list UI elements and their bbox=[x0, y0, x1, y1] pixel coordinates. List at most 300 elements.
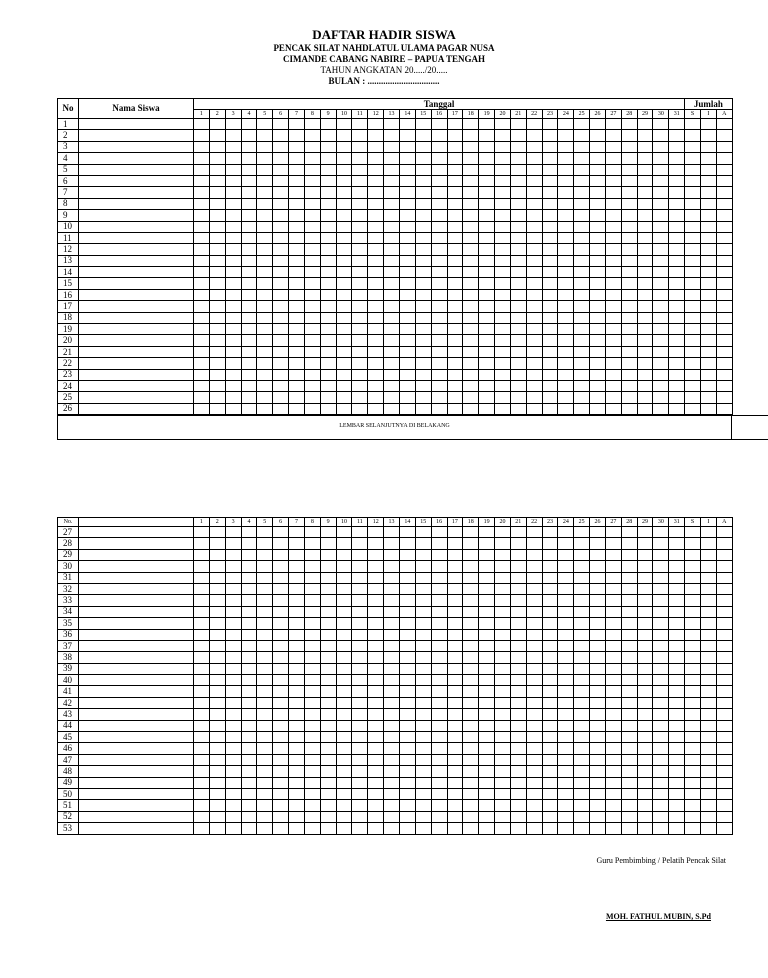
row-number: 4 bbox=[58, 153, 79, 164]
attendance-cell bbox=[225, 720, 241, 731]
attendance-cell bbox=[209, 141, 225, 152]
student-name-cell bbox=[79, 278, 194, 289]
attendance-cell bbox=[336, 732, 352, 743]
header-row bbox=[58, 99, 733, 110]
attendance-cell bbox=[289, 709, 305, 720]
attendance-cell bbox=[590, 324, 606, 335]
attendance-cell bbox=[542, 572, 558, 583]
student-name-cell bbox=[79, 369, 194, 380]
attendance-cell bbox=[463, 538, 479, 549]
attendance-cell bbox=[241, 175, 257, 186]
attendance-cell bbox=[209, 766, 225, 777]
attendance-cell bbox=[225, 255, 241, 266]
attendance-cell bbox=[558, 210, 574, 221]
attendance-cell bbox=[304, 583, 320, 594]
attendance-cell bbox=[257, 301, 273, 312]
attendance-cell bbox=[447, 210, 463, 221]
attendance-cell bbox=[241, 652, 257, 663]
attendance-cell bbox=[447, 267, 463, 278]
attendance-cell bbox=[273, 289, 289, 300]
attendance-cell bbox=[701, 663, 717, 674]
attendance-cell bbox=[257, 800, 273, 811]
attendance-cell bbox=[209, 232, 225, 243]
attendance-cell bbox=[273, 403, 289, 414]
attendance-cell bbox=[685, 595, 701, 606]
attendance-cell bbox=[701, 346, 717, 357]
attendance-cell bbox=[605, 175, 621, 186]
attendance-cell bbox=[669, 255, 685, 266]
attendance-cell bbox=[415, 549, 431, 560]
attendance-cell bbox=[257, 709, 273, 720]
attendance-cell bbox=[463, 141, 479, 152]
attendance-cell bbox=[241, 561, 257, 572]
attendance-cell bbox=[716, 198, 732, 209]
attendance-cell bbox=[558, 675, 574, 686]
attendance-cell bbox=[352, 232, 368, 243]
attendance-cell bbox=[495, 788, 511, 799]
attendance-cell bbox=[574, 561, 590, 572]
attendance-cell bbox=[621, 606, 637, 617]
attendance-cell bbox=[463, 788, 479, 799]
table-row bbox=[58, 164, 733, 175]
attendance-cell bbox=[289, 392, 305, 403]
attendance-cell bbox=[257, 549, 273, 560]
attendance-cell bbox=[510, 187, 526, 198]
attendance-cell bbox=[590, 267, 606, 278]
attendance-cell bbox=[701, 720, 717, 731]
attendance-cell bbox=[399, 403, 415, 414]
attendance-cell bbox=[605, 732, 621, 743]
attendance-cell bbox=[289, 255, 305, 266]
attendance-cell bbox=[716, 346, 732, 357]
attendance-cell bbox=[368, 652, 384, 663]
attendance-cell bbox=[225, 392, 241, 403]
attendance-cell bbox=[605, 210, 621, 221]
attendance-cell bbox=[669, 686, 685, 697]
attendance-cell bbox=[701, 629, 717, 640]
attendance-cell bbox=[320, 278, 336, 289]
attendance-cell bbox=[669, 187, 685, 198]
attendance-cell bbox=[637, 811, 653, 822]
attendance-cell bbox=[574, 244, 590, 255]
attendance-cell bbox=[320, 141, 336, 152]
student-name-cell bbox=[79, 777, 194, 788]
attendance-cell bbox=[526, 697, 542, 708]
attendance-cell bbox=[637, 709, 653, 720]
attendance-cell bbox=[637, 743, 653, 754]
attendance-cell bbox=[685, 652, 701, 663]
attendance-cell bbox=[368, 130, 384, 141]
attendance-cell bbox=[241, 743, 257, 754]
attendance-cell bbox=[431, 538, 447, 549]
attendance-cell bbox=[399, 392, 415, 403]
attendance-cell bbox=[257, 538, 273, 549]
attendance-cell bbox=[320, 686, 336, 697]
document-title: DAFTAR HADIR SISWA bbox=[312, 27, 456, 42]
attendance-cell bbox=[637, 324, 653, 335]
attendance-cell bbox=[368, 221, 384, 232]
attendance-cell bbox=[590, 743, 606, 754]
attendance-cell bbox=[510, 267, 526, 278]
attendance-cell bbox=[431, 697, 447, 708]
student-name-cell bbox=[79, 675, 194, 686]
attendance-cell bbox=[273, 141, 289, 152]
attendance-cell bbox=[304, 823, 320, 834]
attendance-cell bbox=[257, 278, 273, 289]
row-number: 47 bbox=[58, 754, 79, 765]
attendance-cell bbox=[669, 777, 685, 788]
attendance-cell bbox=[637, 606, 653, 617]
student-name-cell bbox=[79, 312, 194, 323]
attendance-cell bbox=[605, 164, 621, 175]
attendance-cell bbox=[669, 358, 685, 369]
attendance-cell bbox=[399, 732, 415, 743]
attendance-cell bbox=[463, 358, 479, 369]
attendance-cell bbox=[526, 153, 542, 164]
attendance-cell bbox=[463, 640, 479, 651]
attendance-cell bbox=[685, 267, 701, 278]
attendance-cell bbox=[590, 732, 606, 743]
attendance-cell bbox=[352, 278, 368, 289]
row-number: 45 bbox=[58, 732, 79, 743]
attendance-cell bbox=[431, 267, 447, 278]
attendance-cell bbox=[225, 244, 241, 255]
student-name-cell bbox=[79, 130, 194, 141]
attendance-cell bbox=[225, 198, 241, 209]
attendance-cell bbox=[621, 335, 637, 346]
attendance-cell bbox=[257, 686, 273, 697]
day-header: 2 bbox=[209, 110, 225, 119]
attendance-table-page1 bbox=[57, 98, 733, 415]
attendance-cell bbox=[701, 267, 717, 278]
attendance-cell bbox=[352, 675, 368, 686]
attendance-cell bbox=[542, 232, 558, 243]
attendance-cell bbox=[194, 538, 210, 549]
attendance-cell bbox=[209, 358, 225, 369]
table-row bbox=[58, 538, 733, 549]
attendance-cell bbox=[257, 119, 273, 130]
attendance-cell bbox=[669, 324, 685, 335]
attendance-cell bbox=[653, 278, 669, 289]
attendance-cell bbox=[384, 538, 400, 549]
attendance-cell bbox=[415, 640, 431, 651]
day-header: 16 bbox=[431, 110, 447, 119]
attendance-cell bbox=[209, 618, 225, 629]
attendance-cell bbox=[320, 153, 336, 164]
attendance-cell bbox=[542, 301, 558, 312]
attendance-cell bbox=[669, 709, 685, 720]
attendance-cell bbox=[621, 198, 637, 209]
attendance-cell bbox=[415, 583, 431, 594]
attendance-cell bbox=[257, 527, 273, 538]
attendance-cell bbox=[495, 119, 511, 130]
attendance-cell bbox=[194, 221, 210, 232]
attendance-cell bbox=[225, 346, 241, 357]
attendance-cell bbox=[669, 369, 685, 380]
attendance-cell bbox=[384, 788, 400, 799]
attendance-cell bbox=[336, 267, 352, 278]
attendance-cell bbox=[669, 119, 685, 130]
attendance-cell bbox=[590, 538, 606, 549]
attendance-cell bbox=[415, 754, 431, 765]
attendance-cell bbox=[701, 244, 717, 255]
attendance-cell bbox=[574, 164, 590, 175]
attendance-cell bbox=[716, 369, 732, 380]
attendance-cell bbox=[336, 358, 352, 369]
attendance-cell bbox=[257, 164, 273, 175]
attendance-cell bbox=[716, 606, 732, 617]
attendance-cell bbox=[526, 403, 542, 414]
attendance-cell bbox=[415, 538, 431, 549]
attendance-cell bbox=[447, 675, 463, 686]
attendance-cell bbox=[194, 153, 210, 164]
attendance-cell bbox=[241, 788, 257, 799]
attendance-cell bbox=[526, 392, 542, 403]
table-row bbox=[58, 572, 733, 583]
attendance-cell bbox=[241, 527, 257, 538]
attendance-cell bbox=[510, 743, 526, 754]
attendance-cell bbox=[637, 618, 653, 629]
attendance-cell bbox=[289, 788, 305, 799]
attendance-cell bbox=[257, 187, 273, 198]
attendance-cell bbox=[225, 777, 241, 788]
attendance-cell bbox=[685, 346, 701, 357]
attendance-cell bbox=[495, 369, 511, 380]
attendance-cell bbox=[241, 324, 257, 335]
attendance-cell bbox=[431, 743, 447, 754]
row-number: 32 bbox=[58, 583, 79, 594]
student-name-cell bbox=[79, 255, 194, 266]
attendance-cell bbox=[605, 221, 621, 232]
attendance-cell bbox=[669, 335, 685, 346]
attendance-cell bbox=[526, 221, 542, 232]
row-number: 3 bbox=[58, 141, 79, 152]
attendance-cell bbox=[637, 572, 653, 583]
attendance-cell bbox=[558, 663, 574, 674]
attendance-cell bbox=[542, 720, 558, 731]
table-row bbox=[58, 312, 733, 323]
attendance-cell bbox=[415, 244, 431, 255]
day-header: 1 bbox=[194, 518, 210, 527]
attendance-cell bbox=[605, 561, 621, 572]
attendance-cell bbox=[194, 175, 210, 186]
attendance-cell bbox=[289, 198, 305, 209]
attendance-cell bbox=[194, 278, 210, 289]
attendance-cell bbox=[352, 572, 368, 583]
attendance-cell bbox=[289, 278, 305, 289]
day-header: 23 bbox=[542, 110, 558, 119]
attendance-cell bbox=[621, 210, 637, 221]
attendance-cell bbox=[685, 198, 701, 209]
attendance-cell bbox=[431, 232, 447, 243]
attendance-cell bbox=[194, 312, 210, 323]
attendance-cell bbox=[590, 278, 606, 289]
attendance-cell bbox=[257, 324, 273, 335]
attendance-cell bbox=[526, 369, 542, 380]
row-number: 21 bbox=[58, 346, 79, 357]
attendance-cell bbox=[605, 583, 621, 594]
attendance-cell bbox=[605, 130, 621, 141]
row-number: 15 bbox=[58, 278, 79, 289]
attendance-cell bbox=[320, 164, 336, 175]
day-header: 30 bbox=[653, 110, 669, 119]
attendance-cell bbox=[289, 743, 305, 754]
attendance-cell bbox=[653, 766, 669, 777]
attendance-cell bbox=[368, 244, 384, 255]
attendance-cell bbox=[463, 255, 479, 266]
attendance-cell bbox=[320, 198, 336, 209]
attendance-cell bbox=[225, 629, 241, 640]
attendance-cell bbox=[399, 221, 415, 232]
attendance-cell bbox=[574, 153, 590, 164]
attendance-cell bbox=[526, 777, 542, 788]
attendance-cell bbox=[637, 289, 653, 300]
attendance-cell bbox=[590, 164, 606, 175]
attendance-cell bbox=[637, 663, 653, 674]
attendance-cell bbox=[479, 652, 495, 663]
attendance-cell bbox=[447, 312, 463, 323]
attendance-cell bbox=[605, 652, 621, 663]
attendance-cell bbox=[431, 130, 447, 141]
student-name-cell bbox=[79, 175, 194, 186]
attendance-cell bbox=[463, 187, 479, 198]
attendance-cell bbox=[415, 312, 431, 323]
attendance-cell bbox=[431, 380, 447, 391]
attendance-cell bbox=[510, 777, 526, 788]
attendance-cell bbox=[542, 743, 558, 754]
attendance-cell bbox=[336, 244, 352, 255]
attendance-cell bbox=[415, 788, 431, 799]
attendance-cell bbox=[225, 324, 241, 335]
attendance-cell bbox=[542, 766, 558, 777]
row-number: 19 bbox=[58, 324, 79, 335]
attendance-cell bbox=[415, 527, 431, 538]
attendance-cell bbox=[685, 130, 701, 141]
attendance-cell bbox=[194, 244, 210, 255]
attendance-cell bbox=[257, 369, 273, 380]
attendance-cell bbox=[542, 324, 558, 335]
attendance-cell bbox=[273, 255, 289, 266]
attendance-cell bbox=[447, 561, 463, 572]
attendance-cell bbox=[637, 221, 653, 232]
student-name-cell bbox=[79, 686, 194, 697]
attendance-cell bbox=[336, 289, 352, 300]
attendance-cell bbox=[716, 709, 732, 720]
attendance-cell bbox=[669, 561, 685, 572]
attendance-cell bbox=[479, 606, 495, 617]
attendance-cell bbox=[241, 754, 257, 765]
attendance-cell bbox=[352, 561, 368, 572]
attendance-cell bbox=[495, 380, 511, 391]
student-name-cell bbox=[79, 358, 194, 369]
attendance-cell bbox=[368, 788, 384, 799]
table-row bbox=[58, 675, 733, 686]
attendance-cell bbox=[209, 380, 225, 391]
attendance-cell bbox=[415, 777, 431, 788]
attendance-cell bbox=[479, 709, 495, 720]
attendance-cell bbox=[542, 549, 558, 560]
row-number: 17 bbox=[58, 301, 79, 312]
attendance-cell bbox=[336, 720, 352, 731]
attendance-cell bbox=[431, 652, 447, 663]
attendance-cell bbox=[368, 301, 384, 312]
attendance-cell bbox=[368, 358, 384, 369]
attendance-cell bbox=[574, 606, 590, 617]
attendance-cell bbox=[273, 164, 289, 175]
attendance-cell bbox=[653, 561, 669, 572]
attendance-cell bbox=[447, 289, 463, 300]
attendance-cell bbox=[304, 572, 320, 583]
attendance-cell bbox=[669, 583, 685, 594]
attendance-cell bbox=[368, 232, 384, 243]
attendance-cell bbox=[605, 811, 621, 822]
attendance-cell bbox=[558, 754, 574, 765]
attendance-cell bbox=[716, 549, 732, 560]
attendance-cell bbox=[225, 595, 241, 606]
attendance-cell bbox=[352, 583, 368, 594]
attendance-cell bbox=[510, 629, 526, 640]
jumlah-col-header: A bbox=[716, 110, 732, 119]
attendance-cell bbox=[685, 743, 701, 754]
attendance-cell bbox=[447, 595, 463, 606]
attendance-cell bbox=[304, 766, 320, 777]
attendance-cell bbox=[479, 697, 495, 708]
attendance-cell bbox=[336, 232, 352, 243]
attendance-cell bbox=[590, 720, 606, 731]
attendance-cell bbox=[320, 675, 336, 686]
attendance-cell bbox=[574, 549, 590, 560]
attendance-cell bbox=[399, 187, 415, 198]
attendance-cell bbox=[495, 743, 511, 754]
day-header: 14 bbox=[399, 518, 415, 527]
attendance-cell bbox=[368, 561, 384, 572]
attendance-cell bbox=[194, 267, 210, 278]
attendance-cell bbox=[194, 777, 210, 788]
attendance-cell bbox=[304, 618, 320, 629]
attendance-cell bbox=[289, 187, 305, 198]
attendance-cell bbox=[590, 583, 606, 594]
attendance-cell bbox=[415, 697, 431, 708]
attendance-cell bbox=[716, 312, 732, 323]
attendance-cell bbox=[399, 811, 415, 822]
attendance-cell bbox=[685, 629, 701, 640]
attendance-cell bbox=[320, 823, 336, 834]
attendance-cell bbox=[495, 561, 511, 572]
attendance-cell bbox=[701, 312, 717, 323]
attendance-cell bbox=[273, 187, 289, 198]
attendance-cell bbox=[621, 289, 637, 300]
attendance-cell bbox=[542, 244, 558, 255]
attendance-cell bbox=[304, 549, 320, 560]
student-name-cell bbox=[79, 324, 194, 335]
attendance-cell bbox=[304, 187, 320, 198]
attendance-cell bbox=[273, 392, 289, 403]
attendance-cell bbox=[399, 777, 415, 788]
attendance-cell bbox=[605, 697, 621, 708]
attendance-cell bbox=[605, 403, 621, 414]
attendance-cell bbox=[685, 153, 701, 164]
attendance-cell bbox=[194, 289, 210, 300]
attendance-cell bbox=[194, 766, 210, 777]
day-header: 22 bbox=[526, 518, 542, 527]
attendance-cell bbox=[637, 766, 653, 777]
attendance-cell bbox=[447, 538, 463, 549]
attendance-cell bbox=[352, 221, 368, 232]
student-name-cell bbox=[79, 346, 194, 357]
attendance-cell bbox=[384, 652, 400, 663]
attendance-cell bbox=[479, 244, 495, 255]
attendance-cell bbox=[669, 720, 685, 731]
